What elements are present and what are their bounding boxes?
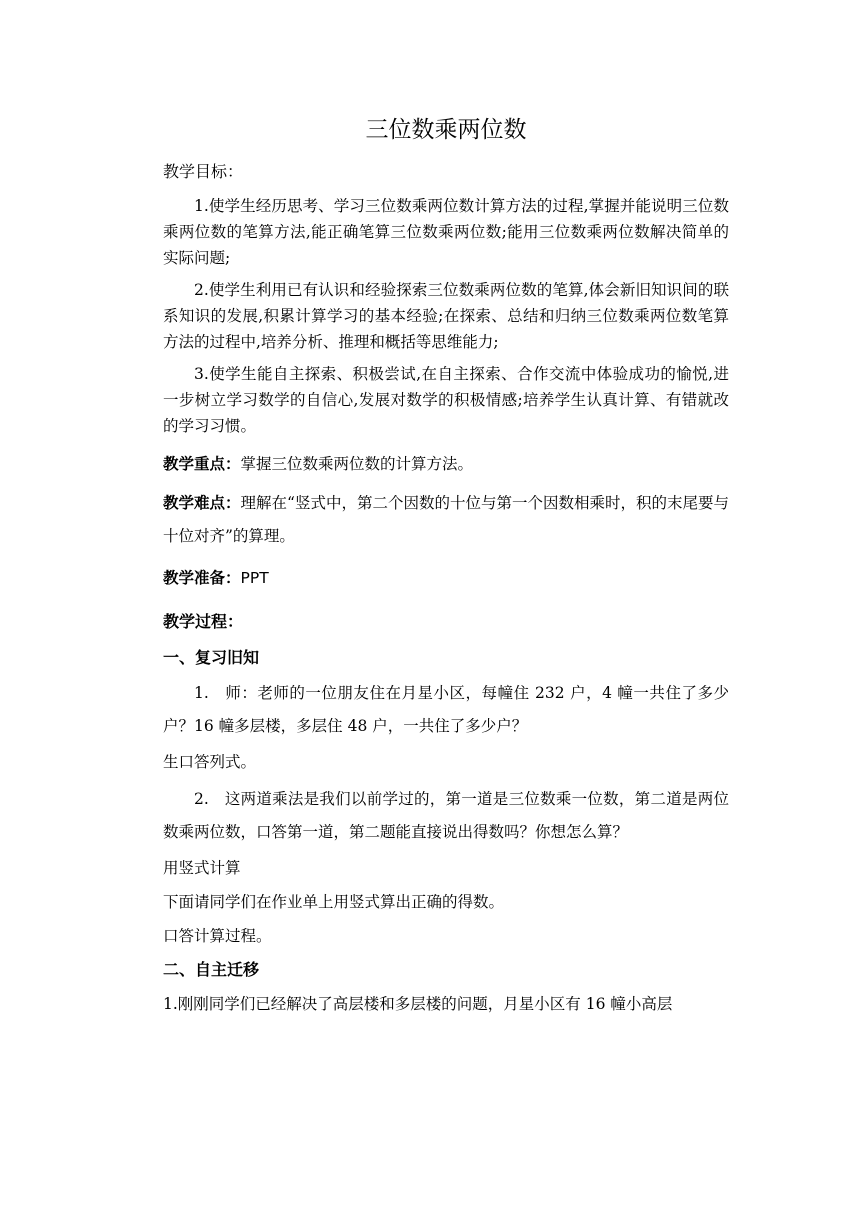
- section-1-note-3: 下面请同学们在作业单上用竖式算出正确的得数。: [163, 893, 505, 911]
- prep-text: PPT: [240, 569, 269, 587]
- objective-item-2: 2.使学生利用已有认识和经验探索三位数乘两位数的笔算,体会新旧知识间的联系知识的发展,积累计算学习的基本经验;在探索、总结和归纳三位数乘两位数笔算方法的过程中,培养分析、推理和概括等思维能力;: [163, 281, 729, 351]
- section-1-note-1: 生口答列式。: [163, 753, 257, 771]
- objective-item-3: 3.使学生能自主探索、积极尝试,在自主探索、合作交流中体验成功的愉悦,进一步树立学习数学的自信心,发展对数学的积极情感;培养学生认真计算、有错就改的学习习惯。: [163, 365, 729, 435]
- prep-paragraph: [163, 565, 729, 591]
- key-point-label: 教学重点：: [163, 455, 241, 473]
- objective-item-1: 1.使学生经历思考、学习三位数乘两位数计算方法的过程,掌握并能说明三位数乘两位数的笔算方法,能正确笔算三位数乘两位数;能用三位数乘两位数解决简单的实际问题;: [163, 197, 729, 267]
- section-1-note-4: 口答计算过程。: [163, 927, 272, 945]
- section-1-heading: 一、复习旧知: [163, 648, 260, 667]
- key-point-text: 掌握三位数乘两位数的计算方法。: [240, 455, 474, 473]
- process-heading: 教学过程：: [163, 612, 244, 631]
- objectives-heading: 教学目标：: [163, 162, 244, 181]
- section-1-item-1: 1. 师：老师的一位朋友住在月星小区，每幢住 232 户，4 幢一共住了多少户？16 幢多层楼，多层住 48 户，一共住了多少户？: [163, 684, 729, 735]
- difficulty-text: 理解在“竖式中，第二个因数的十位与第一个因数相乘时，积的末尾要与十位对齐”的算理。: [163, 494, 729, 545]
- key-point-paragraph: [163, 451, 729, 477]
- section-2-heading: 二、自主迁移: [163, 960, 260, 979]
- section-2-item-1: 1.刚刚同学们已经解决了高层楼和多层楼的问题，月星小区有 16 幢小高层: [163, 995, 673, 1013]
- document-content: [163, 112, 729, 1017]
- difficulty-paragraph: [163, 487, 729, 553]
- section-1-note-2: 用竖式计算: [163, 859, 241, 877]
- page-title: 三位数乘两位数: [365, 117, 527, 143]
- difficulty-label: 教学难点：: [163, 494, 241, 512]
- prep-label: 教学准备：: [163, 569, 241, 587]
- section-1-item-2: 2. 这两道乘法是我们以前学过的，第一道是三位数乘一位数，第二道是两位数乘两位数，口答第一道，第二题能直接说出得数吗？你想怎么算？: [163, 790, 729, 841]
